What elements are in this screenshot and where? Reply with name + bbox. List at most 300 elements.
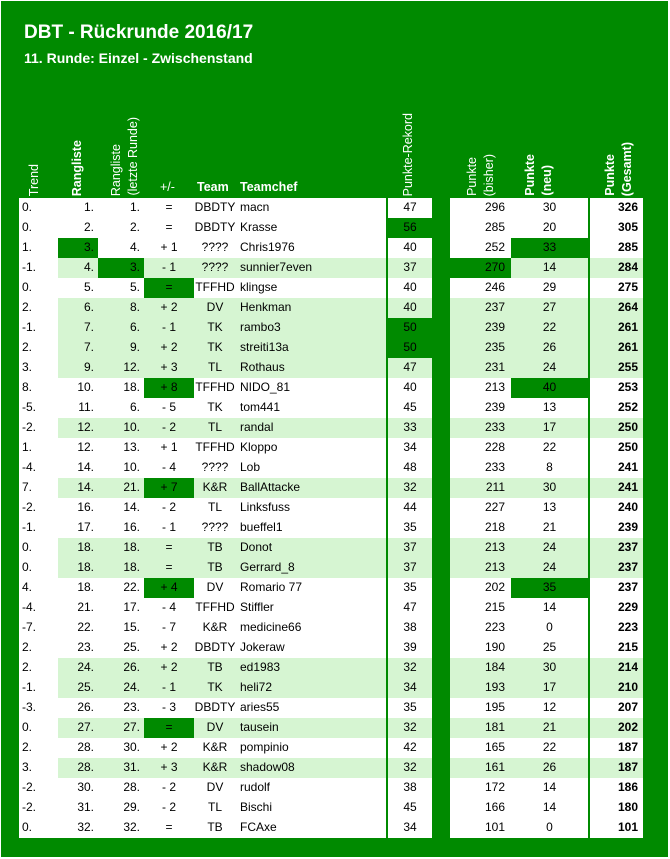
change-cell: + 2: [144, 658, 194, 678]
points-previous-cell: 233: [450, 418, 511, 438]
table-row: [0, 738, 670, 758]
team-cell: TK: [194, 678, 236, 698]
teamchef-cell: Gerrard_8: [236, 558, 386, 578]
record-cell: 32: [388, 718, 432, 738]
last-rank-cell: 16.: [98, 518, 144, 538]
table-row: [0, 278, 670, 298]
rank-cell: 32.: [58, 818, 98, 838]
points-total-cell: 285: [590, 238, 643, 258]
points-total-cell: 250: [590, 438, 643, 458]
team-cell: TL: [194, 358, 236, 378]
table-row: [0, 378, 670, 398]
record-cell: 42: [388, 738, 432, 758]
points-previous-cell: 161: [450, 758, 511, 778]
record-cell: 38: [388, 618, 432, 638]
trend-cell: 2.: [19, 338, 58, 358]
trend-cell: -2.: [19, 418, 58, 438]
points-previous-cell: 101: [450, 818, 511, 838]
points-total-cell: 241: [590, 458, 643, 478]
change-cell: - 1: [144, 258, 194, 278]
trend-cell: 0.: [19, 218, 58, 238]
team-cell: DV: [194, 578, 236, 598]
change-cell: + 8: [144, 378, 194, 398]
team-cell: TL: [194, 798, 236, 818]
points-previous-cell: 213: [450, 378, 511, 398]
rank-cell: 27.: [58, 718, 98, 738]
change-cell: - 7: [144, 618, 194, 638]
record-cell: 34: [388, 818, 432, 838]
team-cell: ????: [194, 518, 236, 538]
points-previous-cell: 184: [450, 658, 511, 678]
teamchef-cell: aries55: [236, 698, 386, 718]
team-cell: TK: [194, 398, 236, 418]
team-cell: TB: [194, 558, 236, 578]
last-rank-cell: 30.: [98, 738, 144, 758]
header-rangliste: Rangliste: [70, 139, 84, 196]
record-cell: 47: [388, 598, 432, 618]
team-cell: TB: [194, 538, 236, 558]
points-new-cell: 40: [511, 378, 588, 398]
points-total-cell: 207: [590, 698, 643, 718]
header-punkte-bisher-line1: Punkte: [465, 157, 479, 196]
change-cell: - 1: [144, 678, 194, 698]
change-cell: - 2: [144, 778, 194, 798]
change-cell: + 3: [144, 758, 194, 778]
last-rank-cell: 22.: [98, 578, 144, 598]
record-cell: 38: [388, 778, 432, 798]
rank-cell: 28.: [58, 758, 98, 778]
header-punkte-neu-line2: (neu): [540, 165, 554, 196]
table-row: [0, 498, 670, 518]
points-total-cell: 202: [590, 718, 643, 738]
points-new-cell: 13: [511, 498, 588, 518]
table-row: [0, 258, 670, 278]
teamchef-cell: Chris1976: [236, 238, 386, 258]
teamchef-cell: Rothaus: [236, 358, 386, 378]
table-row: [0, 218, 670, 238]
table-row: [0, 358, 670, 378]
rank-cell: 17.: [58, 518, 98, 538]
teamchef-cell: Linksfuss: [236, 498, 386, 518]
points-total-cell: 180: [590, 798, 643, 818]
record-cell: 47: [388, 358, 432, 378]
rank-cell: 25.: [58, 678, 98, 698]
last-rank-cell: 8.: [98, 298, 144, 318]
change-cell: - 4: [144, 598, 194, 618]
last-rank-cell: 6.: [98, 398, 144, 418]
record-cell: 40: [388, 278, 432, 298]
trend-cell: 0.: [19, 558, 58, 578]
teamchef-cell: bueffel1: [236, 518, 386, 538]
points-previous-cell: 218: [450, 518, 511, 538]
trend-cell: -2.: [19, 778, 58, 798]
points-new-cell: 24: [511, 558, 588, 578]
last-rank-cell: 31.: [98, 758, 144, 778]
trend-cell: -2.: [19, 798, 58, 818]
teamchef-cell: tom441: [236, 398, 386, 418]
teamchef-cell: rambo3: [236, 318, 386, 338]
points-previous-cell: 213: [450, 558, 511, 578]
change-cell: + 2: [144, 338, 194, 358]
trend-cell: -7.: [19, 618, 58, 638]
last-rank-cell: 18.: [98, 558, 144, 578]
points-total-cell: 284: [590, 258, 643, 278]
team-cell: TFFHD: [194, 598, 236, 618]
teamchef-cell: Stiffler: [236, 598, 386, 618]
page-subtitle: 11. Runde: Einzel - Zwischenstand: [24, 50, 253, 66]
teamchef-cell: FCAxe: [236, 818, 386, 838]
rank-cell: 7.: [58, 318, 98, 338]
last-rank-cell: 9.: [98, 338, 144, 358]
teamchef-cell: Henkman: [236, 298, 386, 318]
teamchef-cell: Kloppo: [236, 438, 386, 458]
team-cell: K&R: [194, 478, 236, 498]
points-total-cell: 101: [590, 818, 643, 838]
points-previous-cell: 270: [450, 258, 511, 278]
last-rank-cell: 4.: [98, 238, 144, 258]
last-rank-cell: 25.: [98, 638, 144, 658]
points-new-cell: 14: [511, 598, 588, 618]
table-row: [0, 638, 670, 658]
team-cell: DBDTY: [194, 698, 236, 718]
header-rangliste-letzte-line2: (letzte Runde): [126, 117, 140, 196]
record-cell: 47: [388, 198, 432, 218]
points-new-cell: 14: [511, 778, 588, 798]
rank-cell: 12.: [58, 418, 98, 438]
points-total-cell: 261: [590, 338, 643, 358]
table-row: [0, 778, 670, 798]
points-new-cell: 17: [511, 418, 588, 438]
last-rank-cell: 3.: [98, 258, 144, 278]
change-cell: + 4: [144, 578, 194, 598]
points-new-cell: 30: [511, 478, 588, 498]
trend-cell: 0.: [19, 198, 58, 218]
trend-cell: -1.: [19, 258, 58, 278]
rank-cell: 12.: [58, 438, 98, 458]
record-cell: 35: [388, 698, 432, 718]
points-previous-cell: 166: [450, 798, 511, 818]
trend-cell: 3.: [19, 758, 58, 778]
table-row: [0, 198, 670, 218]
last-rank-cell: 18.: [98, 538, 144, 558]
teamchef-cell: BallAttacke: [236, 478, 386, 498]
points-total-cell: 237: [590, 538, 643, 558]
rank-cell: 5.: [58, 278, 98, 298]
team-cell: ????: [194, 258, 236, 278]
change-cell: - 2: [144, 418, 194, 438]
points-total-cell: 215: [590, 638, 643, 658]
points-previous-cell: 213: [450, 538, 511, 558]
points-new-cell: 0: [511, 618, 588, 638]
points-total-cell: 239: [590, 518, 643, 538]
change-cell: - 2: [144, 798, 194, 818]
page-title: DBT - Rückrunde 2016/17: [24, 22, 254, 43]
points-new-cell: 27: [511, 298, 588, 318]
record-cell: 50: [388, 318, 432, 338]
change-cell: =: [144, 218, 194, 238]
teamchef-cell: rudolf: [236, 778, 386, 798]
record-cell: 39: [388, 638, 432, 658]
rank-cell: 10.: [58, 378, 98, 398]
team-cell: ????: [194, 238, 236, 258]
change-cell: + 2: [144, 738, 194, 758]
rank-cell: 9.: [58, 358, 98, 378]
team-cell: TB: [194, 658, 236, 678]
teamchef-cell: pompinio: [236, 738, 386, 758]
table-row: [0, 478, 670, 498]
trend-cell: 7.: [19, 478, 58, 498]
points-total-cell: 187: [590, 738, 643, 758]
trend-cell: 2.: [19, 298, 58, 318]
points-new-cell: 14: [511, 798, 588, 818]
points-new-cell: 35: [511, 578, 588, 598]
table-row: [0, 458, 670, 478]
team-cell: TFFHD: [194, 278, 236, 298]
team-cell: DBDTY: [194, 218, 236, 238]
table-row: [0, 698, 670, 718]
trend-cell: 8.: [19, 378, 58, 398]
teamchef-cell: macn: [236, 198, 386, 218]
teamchef-cell: Romario 77: [236, 578, 386, 598]
table-row: [0, 818, 670, 838]
record-cell: 40: [388, 378, 432, 398]
team-cell: DBDTY: [194, 198, 236, 218]
table-row: [0, 338, 670, 358]
teamchef-cell: randal: [236, 418, 386, 438]
record-cell: 37: [388, 258, 432, 278]
last-rank-cell: 14.: [98, 498, 144, 518]
last-rank-cell: 10.: [98, 418, 144, 438]
trend-cell: -2.: [19, 498, 58, 518]
header-punkte-neu-line1: Punkte: [523, 154, 537, 196]
points-new-cell: 22: [511, 318, 588, 338]
teamchef-cell: tausein: [236, 718, 386, 738]
teamchef-cell: Bischi: [236, 798, 386, 818]
points-new-cell: 33: [511, 238, 588, 258]
team-cell: TL: [194, 498, 236, 518]
rank-cell: 6.: [58, 298, 98, 318]
points-new-cell: 26: [511, 338, 588, 358]
last-rank-cell: 32.: [98, 818, 144, 838]
change-cell: + 2: [144, 298, 194, 318]
change-cell: - 5: [144, 398, 194, 418]
trend-cell: 0.: [19, 278, 58, 298]
record-cell: 34: [388, 678, 432, 698]
team-cell: K&R: [194, 738, 236, 758]
teamchef-cell: shadow08: [236, 758, 386, 778]
record-cell: 40: [388, 238, 432, 258]
rank-cell: 18.: [58, 558, 98, 578]
rank-cell: 2.: [58, 218, 98, 238]
trend-cell: -4.: [19, 458, 58, 478]
points-previous-cell: 165: [450, 738, 511, 758]
rank-cell: 26.: [58, 698, 98, 718]
header-punkte-rekord: Punkte-Rekord: [401, 112, 415, 196]
teamchef-cell: medicine66: [236, 618, 386, 638]
team-cell: DV: [194, 778, 236, 798]
table-row: [0, 598, 670, 618]
points-new-cell: 20: [511, 218, 588, 238]
change-cell: + 7: [144, 478, 194, 498]
points-new-cell: 25: [511, 638, 588, 658]
points-total-cell: 305: [590, 218, 643, 238]
table-row: [0, 418, 670, 438]
trend-cell: 0.: [19, 718, 58, 738]
last-rank-cell: 26.: [98, 658, 144, 678]
last-rank-cell: 13.: [98, 438, 144, 458]
team-cell: TK: [194, 338, 236, 358]
record-cell: 56: [388, 218, 432, 238]
change-cell: - 1: [144, 318, 194, 338]
trend-cell: 4.: [19, 578, 58, 598]
change-cell: =: [144, 198, 194, 218]
rank-cell: 3.: [58, 238, 98, 258]
points-previous-cell: 181: [450, 718, 511, 738]
rank-cell: 16.: [58, 498, 98, 518]
last-rank-cell: 18.: [98, 378, 144, 398]
change-cell: =: [144, 818, 194, 838]
rank-cell: 7.: [58, 338, 98, 358]
trend-cell: -1.: [19, 318, 58, 338]
table-row: [0, 238, 670, 258]
teamchef-cell: sunnier7even: [236, 258, 386, 278]
record-cell: 44: [388, 498, 432, 518]
last-rank-cell: 10.: [98, 458, 144, 478]
last-rank-cell: 23.: [98, 698, 144, 718]
points-previous-cell: 252: [450, 238, 511, 258]
trend-cell: 1.: [19, 238, 58, 258]
team-cell: DV: [194, 298, 236, 318]
points-previous-cell: 195: [450, 698, 511, 718]
points-previous-cell: 202: [450, 578, 511, 598]
points-total-cell: 253: [590, 378, 643, 398]
points-previous-cell: 190: [450, 638, 511, 658]
trend-cell: -3.: [19, 698, 58, 718]
last-rank-cell: 15.: [98, 618, 144, 638]
teamchef-cell: Krasse: [236, 218, 386, 238]
points-new-cell: 21: [511, 718, 588, 738]
points-total-cell: 237: [590, 578, 643, 598]
team-cell: DBDTY: [194, 638, 236, 658]
table-row: [0, 718, 670, 738]
points-new-cell: 30: [511, 658, 588, 678]
points-total-cell: 214: [590, 658, 643, 678]
rank-cell: 18.: [58, 538, 98, 558]
change-cell: - 4: [144, 458, 194, 478]
last-rank-cell: 17.: [98, 598, 144, 618]
record-cell: 34: [388, 438, 432, 458]
last-rank-cell: 2.: [98, 218, 144, 238]
points-previous-cell: 246: [450, 278, 511, 298]
change-cell: =: [144, 278, 194, 298]
teamchef-cell: Donot: [236, 538, 386, 558]
points-previous-cell: 239: [450, 318, 511, 338]
rank-cell: 24.: [58, 658, 98, 678]
last-rank-cell: 1.: [98, 198, 144, 218]
header-trend: Trend: [27, 163, 41, 196]
rank-cell: 14.: [58, 458, 98, 478]
table-row: [0, 538, 670, 558]
record-cell: 35: [388, 518, 432, 538]
points-new-cell: 8: [511, 458, 588, 478]
points-previous-cell: 223: [450, 618, 511, 638]
points-new-cell: 24: [511, 358, 588, 378]
points-new-cell: 12: [511, 698, 588, 718]
table-row: [0, 558, 670, 578]
table-row: [0, 578, 670, 598]
header-plusminus: +/-: [160, 180, 175, 194]
teamchef-cell: Jokeraw: [236, 638, 386, 658]
teamchef-cell: ed1983: [236, 658, 386, 678]
header-team: Team: [197, 180, 229, 194]
record-cell: 32: [388, 658, 432, 678]
points-previous-cell: 228: [450, 438, 511, 458]
change-cell: - 3: [144, 698, 194, 718]
points-new-cell: 13: [511, 398, 588, 418]
last-rank-cell: 29.: [98, 798, 144, 818]
points-new-cell: 14: [511, 258, 588, 278]
table-row: [0, 438, 670, 458]
record-cell: 45: [388, 798, 432, 818]
table-row: [0, 618, 670, 638]
rank-cell: 1.: [58, 198, 98, 218]
points-previous-cell: 227: [450, 498, 511, 518]
record-cell: 40: [388, 298, 432, 318]
table-row: [0, 758, 670, 778]
trend-cell: -5.: [19, 398, 58, 418]
trend-cell: 2.: [19, 738, 58, 758]
points-new-cell: 17: [511, 678, 588, 698]
trend-cell: 1.: [19, 438, 58, 458]
last-rank-cell: 12.: [98, 358, 144, 378]
points-previous-cell: 235: [450, 338, 511, 358]
team-cell: TB: [194, 818, 236, 838]
rank-cell: 31.: [58, 798, 98, 818]
points-previous-cell: 239: [450, 398, 511, 418]
last-rank-cell: 5.: [98, 278, 144, 298]
points-previous-cell: 285: [450, 218, 511, 238]
change-cell: =: [144, 718, 194, 738]
record-cell: 35: [388, 578, 432, 598]
rank-cell: 21.: [58, 598, 98, 618]
points-previous-cell: 233: [450, 458, 511, 478]
points-new-cell: 22: [511, 438, 588, 458]
teamchef-cell: streiti13a: [236, 338, 386, 358]
trend-cell: -4.: [19, 598, 58, 618]
rank-cell: 11.: [58, 398, 98, 418]
team-cell: ????: [194, 458, 236, 478]
points-previous-cell: 211: [450, 478, 511, 498]
record-cell: 32: [388, 758, 432, 778]
points-total-cell: 255: [590, 358, 643, 378]
change-cell: + 1: [144, 238, 194, 258]
points-previous-cell: 193: [450, 678, 511, 698]
change-cell: =: [144, 558, 194, 578]
points-total-cell: 252: [590, 398, 643, 418]
rank-cell: 4.: [58, 258, 98, 278]
last-rank-cell: 24.: [98, 678, 144, 698]
points-new-cell: 21: [511, 518, 588, 538]
change-cell: + 1: [144, 438, 194, 458]
points-total-cell: 250: [590, 418, 643, 438]
record-cell: 48: [388, 458, 432, 478]
last-rank-cell: 6.: [98, 318, 144, 338]
points-new-cell: 29: [511, 278, 588, 298]
header-punkte-bisher-line2: (bisher): [482, 153, 496, 196]
points-total-cell: 240: [590, 498, 643, 518]
record-cell: 33: [388, 418, 432, 438]
table-row: [0, 678, 670, 698]
